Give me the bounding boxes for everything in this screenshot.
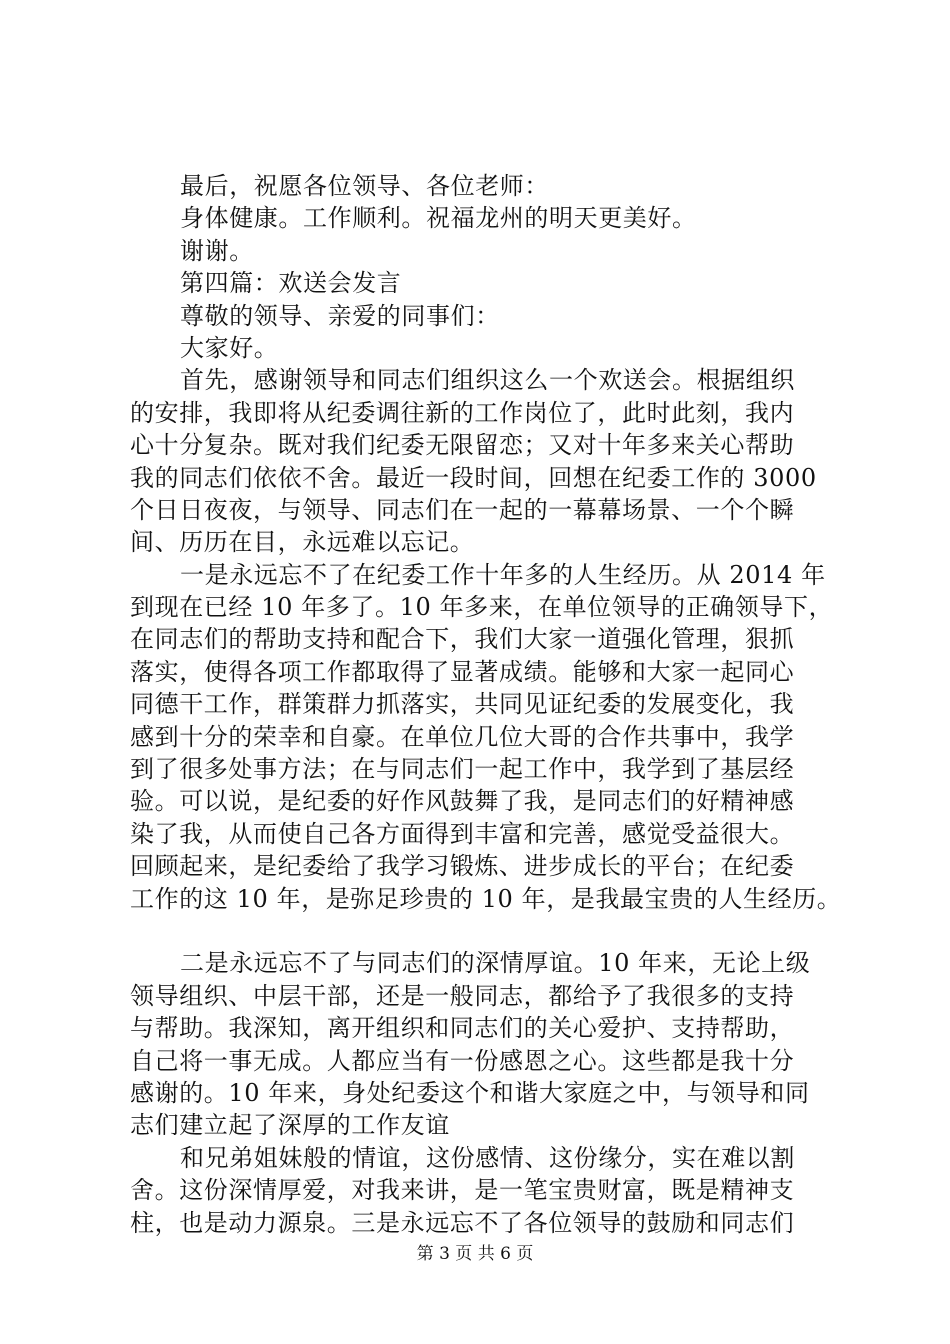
text-line: 最后，祝愿各位领导、各位老师： — [180, 172, 549, 200]
paragraph-line: 我的同志们依依不舍。最近一段时间，回想在纪委工作的 3000 — [130, 463, 817, 492]
paragraph-line: 首先，感谢领导和同志们组织这么一个欢送会。根据组织 — [180, 366, 795, 395]
paragraph-line: 心十分复杂。既对我们纪委无限留恋；又对十年多来关心帮助 — [130, 431, 795, 460]
paragraph-line: 一是永远忘不了在纪委工作十年多的人生经历。从 2014 年 — [180, 560, 826, 589]
paragraph-line: 领导组织、中层干部，还是一般同志，都给予了我很多的支持 — [130, 981, 795, 1010]
paragraph-line: 回顾起来，是纪委给了我学习锻炼、进步成长的平台；在纪委 — [130, 852, 795, 881]
paragraph-line: 志们建立起了深厚的工作友谊 — [130, 1111, 450, 1140]
paragraph-line: 在同志们的帮助支持和配合下，我们大家一道强化管理，狠抓 — [130, 625, 795, 654]
paragraph-line: 到了很多处事方法；在与同志们一起工作中，我学到了基层经 — [130, 755, 795, 784]
paragraph-line: 落实，使得各项工作都取得了显著成绩。能够和大家一起同心 — [130, 657, 795, 686]
paragraph-line: 和兄弟姐妹般的情谊，这份感情、这份缘分，实在难以割 — [180, 1143, 795, 1172]
paragraph-line: 的安排，我即将从纪委调往新的工作岗位了，此时此刻，我内 — [130, 398, 795, 427]
paragraph-line: 工作的这 10 年，是弥足珍贵的 10 年，是我最宝贵的人生经历。 — [130, 884, 842, 913]
paragraph-line: 舍。这份深情厚爱，对我来讲，是一笔宝贵财富，既是精神支 — [130, 1176, 795, 1205]
salutation: 尊敬的领导、亲爱的同事们： — [180, 301, 500, 330]
paragraph-line: 个日日夜夜，与领导、同志们在一起的一幕幕场景、一个个瞬 — [130, 495, 795, 524]
greeting: 大家好。 — [180, 333, 279, 362]
paragraph-line: 与帮助。我深知，离开组织和同志们的关心爱护、支持帮助， — [130, 1014, 795, 1043]
paragraph-line: 染了我，从而使自己各方面得到丰富和完善，感觉受益很大。 — [130, 819, 795, 848]
paragraph-line: 到现在已经 10 年多了。10 年多来，在单位领导的正确领导下， — [130, 593, 834, 622]
paragraph-line: 二是永远忘不了与同志们的深情厚谊。10 年来，无论上级 — [180, 949, 811, 978]
paragraph-line: 间、历历在目，永远难以忘记。 — [130, 528, 475, 557]
page-number: 第 3 页 共 6 页 — [416, 1244, 534, 1264]
text-line: 身体健康。工作顺利。祝福龙州的明天更美好。 — [180, 204, 697, 233]
paragraph-line: 感谢的。10 年来，身处纪委这个和谐大家庭之中，与领导和同 — [130, 1078, 810, 1107]
paragraph-line: 柱，也是动力源泉。三是永远忘不了各位领导的鼓励和同志们 — [130, 1208, 795, 1237]
paragraph-line: 同德干工作，群策群力抓落实，共同见证纪委的发展变化，我 — [130, 690, 795, 719]
section-heading: 第四篇：欢送会发言 — [180, 269, 402, 298]
paragraph-line: 自己将一事无成。人都应当有一份感恩之心。这些都是我十分 — [130, 1046, 795, 1075]
document-body — [130, 170, 850, 1239]
paragraph-line: 验。可以说，是纪委的好作风鼓舞了我，是同志们的好精神感 — [130, 787, 795, 816]
paragraph-line: 感到十分的荣幸和自豪。在单位几位大哥的合作共事中，我学 — [130, 722, 795, 751]
page-footer — [0, 1243, 950, 1265]
blank-line — [130, 915, 850, 947]
text-line: 谢谢。 — [180, 236, 254, 265]
